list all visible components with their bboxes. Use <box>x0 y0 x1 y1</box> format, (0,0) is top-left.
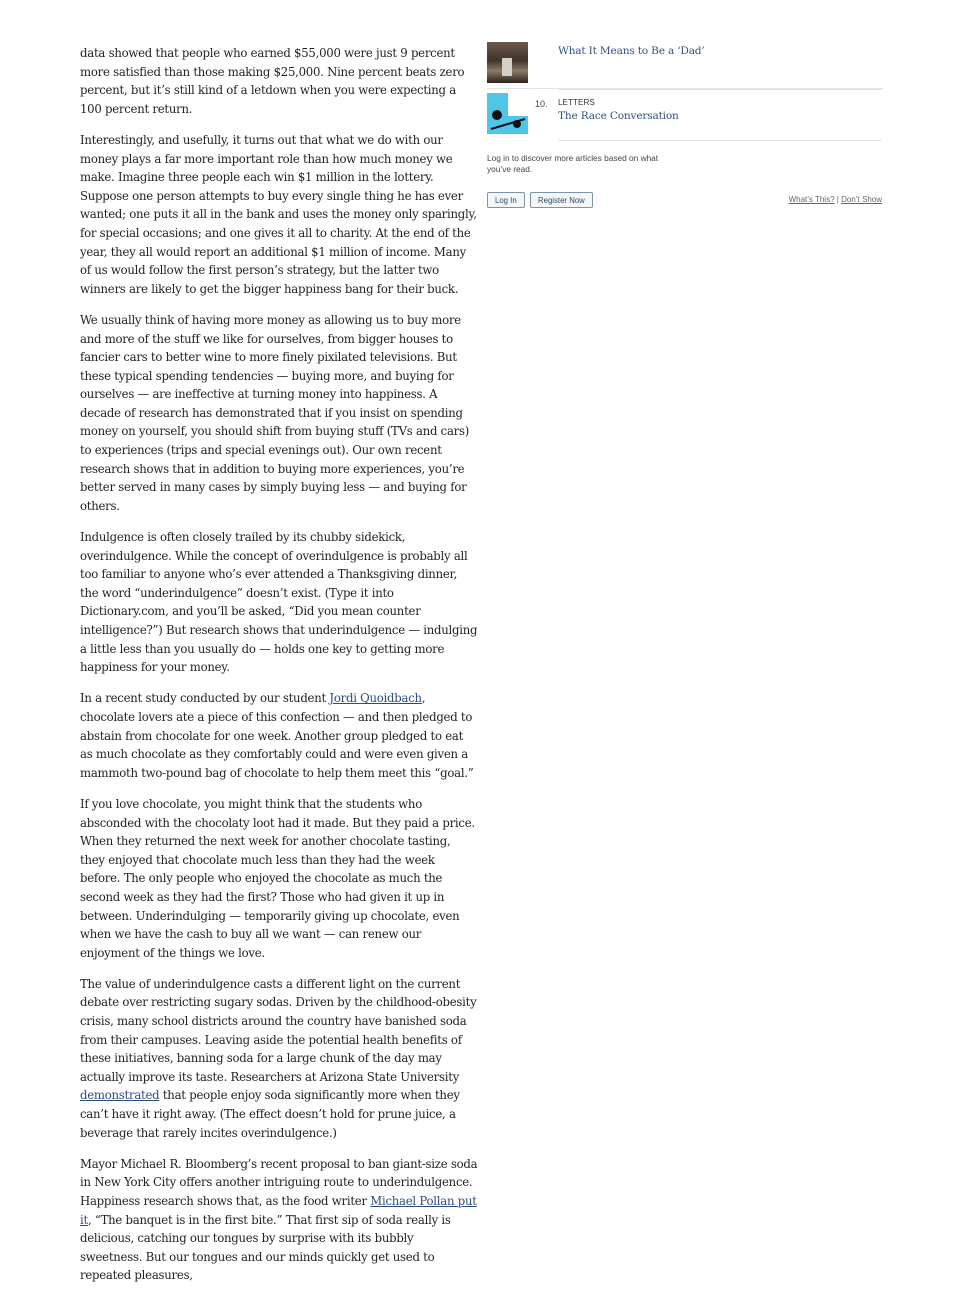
recommended-sidebar <box>487 42 882 205</box>
article-paragraph: If you love chocolate, you might think that the students who absconded with the chocolaty loot had it made. But they paid a price. When they returned the next week for another chocolate tasting, they enjoyed that chocolate much less than they had the week before. The only people who enjoyed the chocolate as much the second week as they had the first? Those who had given it up in between. Underindulging — temporarily giving up chocolate, even when we have the cash to buy all we want — can renew our enjoyment of the things we love. <box>80 796 475 960</box>
paragraph-text: Mayor Michael R. Bloomberg’s recent proposal to ban giant-size soda in New York City offers another intriguing route to underindulgence. Happiness research shows that, as the food writer <box>80 1156 478 1208</box>
divider <box>558 140 882 141</box>
paragraph-text: The value of underindulgence casts a different light on the current debate over restricting sugary sodas. Driven by the childhood-obesity crisis, many school districts around the country have banished soda from their campuses. Leaving aside the potential health benefits of these initiatives, banning soda for a large chunk of the day may actually improve its taste. Researchers at Arizona State University <box>80 976 477 1084</box>
article-paragraph <box>80 689 478 782</box>
recommended-item-title[interactable]: What It Means to Be a ‘Dad’ <box>558 45 705 57</box>
login-prompt: Log in to discover more articles based on what you’ve read. <box>487 153 659 174</box>
michael-pollan-link[interactable]: Michael Pollan put it <box>80 1194 477 1227</box>
article-paragraph: Interestingly, and usefully, it turns out that what we do with our money plays a far more important role than how much money we make. Imagine three people each win $1 million in the lottery. Suppose one person attempts to buy every single thing he has ever wanted; one puts it all in the bank and uses the money only sparingly, for special occasions; and one gives it all to charity. At the end of the year, they all would report an additional $1 million of income. Many of us would follow the first person’s strategy, but the latter two winners are likely to get the bigger happiness bang for their buck. <box>80 132 477 296</box>
paragraph-text: , chocolate lovers ate a piece of this confection — and then pledged to abstain from chocolate for one week. Another group pledged to eat as much chocolate as they comfortably could and were even given a mammoth two-pound bag of chocolate to help them meet this “goal.” <box>80 691 474 780</box>
item-kicker: LETTERS <box>558 98 595 107</box>
demonstrated-link[interactable]: demonstrated <box>80 1088 160 1103</box>
whats-this-link[interactable]: What’s This? <box>788 195 835 204</box>
illustration-icon <box>487 93 528 134</box>
article-paragraph: We usually think of having more money as allowing us to buy more and more of the stuff we like for ourselves, from bigger houses to fancier cars to better wine to more finely pixilated televisions. But these typical spending tendencies — buying more, and buying for ourselves — are ineffective at turning money into happiness. A decade of research has demonstrated that if you insist on spending money on yourself, you should shift from buying stuff (TVs and cars) to experiences (trips and special evenings out). Our own recent research shows that in addition to buying more experiences, you’re better served in many cases by simply buying less — and buying for others. <box>80 312 470 513</box>
recommended-item-title[interactable]: The Race Conversation <box>558 110 679 122</box>
item-number: 10. <box>535 99 548 109</box>
paragraph-text: that people enjoy soda significantly more when they can’t have it right away. (The effect doesn’t hold for prune juice, a beverage that rarely incites overindulgence.) <box>80 1088 460 1140</box>
jordi-quoidbach-link[interactable]: Jordi Quoidbach <box>329 691 422 706</box>
paragraph-text: , “The banquet is in the first bite.” That first sip of soda really is delicious, catching our tongues by surprise with its bubbly sweetness. But our tongues and our minds quickly get used to repeated pleasures, <box>80 1212 451 1283</box>
article-paragraph: Indulgence is often closely trailed by its chubby sidekick, overindulgence. While the concept of overindulgence is probably all too familiar to anyone who’s ever attended a Thanksgiving dinner, the word “underindulgence” doesn’t exist. (Type it into Dictionary.com, and you’ll be asked, “Did you mean counter intelligence?”) But research shows that underindulgence — indulging a little less than you usually do — holds one key to getting more happiness for your money. <box>80 530 478 675</box>
article-paragraph <box>80 975 478 1142</box>
recommended-item[interactable] <box>487 93 882 139</box>
paragraph-text: In a recent study conducted by our student <box>80 691 330 706</box>
divider <box>558 89 882 90</box>
log-in-button[interactable]: Log In <box>487 192 525 208</box>
article-thumbnail[interactable] <box>487 93 528 134</box>
link-separator: | <box>836 195 839 204</box>
article-body <box>80 44 478 1298</box>
dont-show-link[interactable]: Don’t Show <box>841 195 882 204</box>
recommended-item[interactable] <box>487 42 882 89</box>
article-paragraph: data showed that people who earned $55,000 were just 9 percent more satisfied than those making $25,000. Nine percent beats zero percent, but it’s still kind of a letdown when you were expecting a 100 percent return. <box>80 46 465 116</box>
recommendation-links <box>789 195 882 204</box>
article-paragraph <box>80 1155 478 1285</box>
register-now-button[interactable]: Register Now <box>530 192 593 208</box>
article-thumbnail[interactable] <box>487 42 528 83</box>
photo-figure <box>502 58 512 76</box>
